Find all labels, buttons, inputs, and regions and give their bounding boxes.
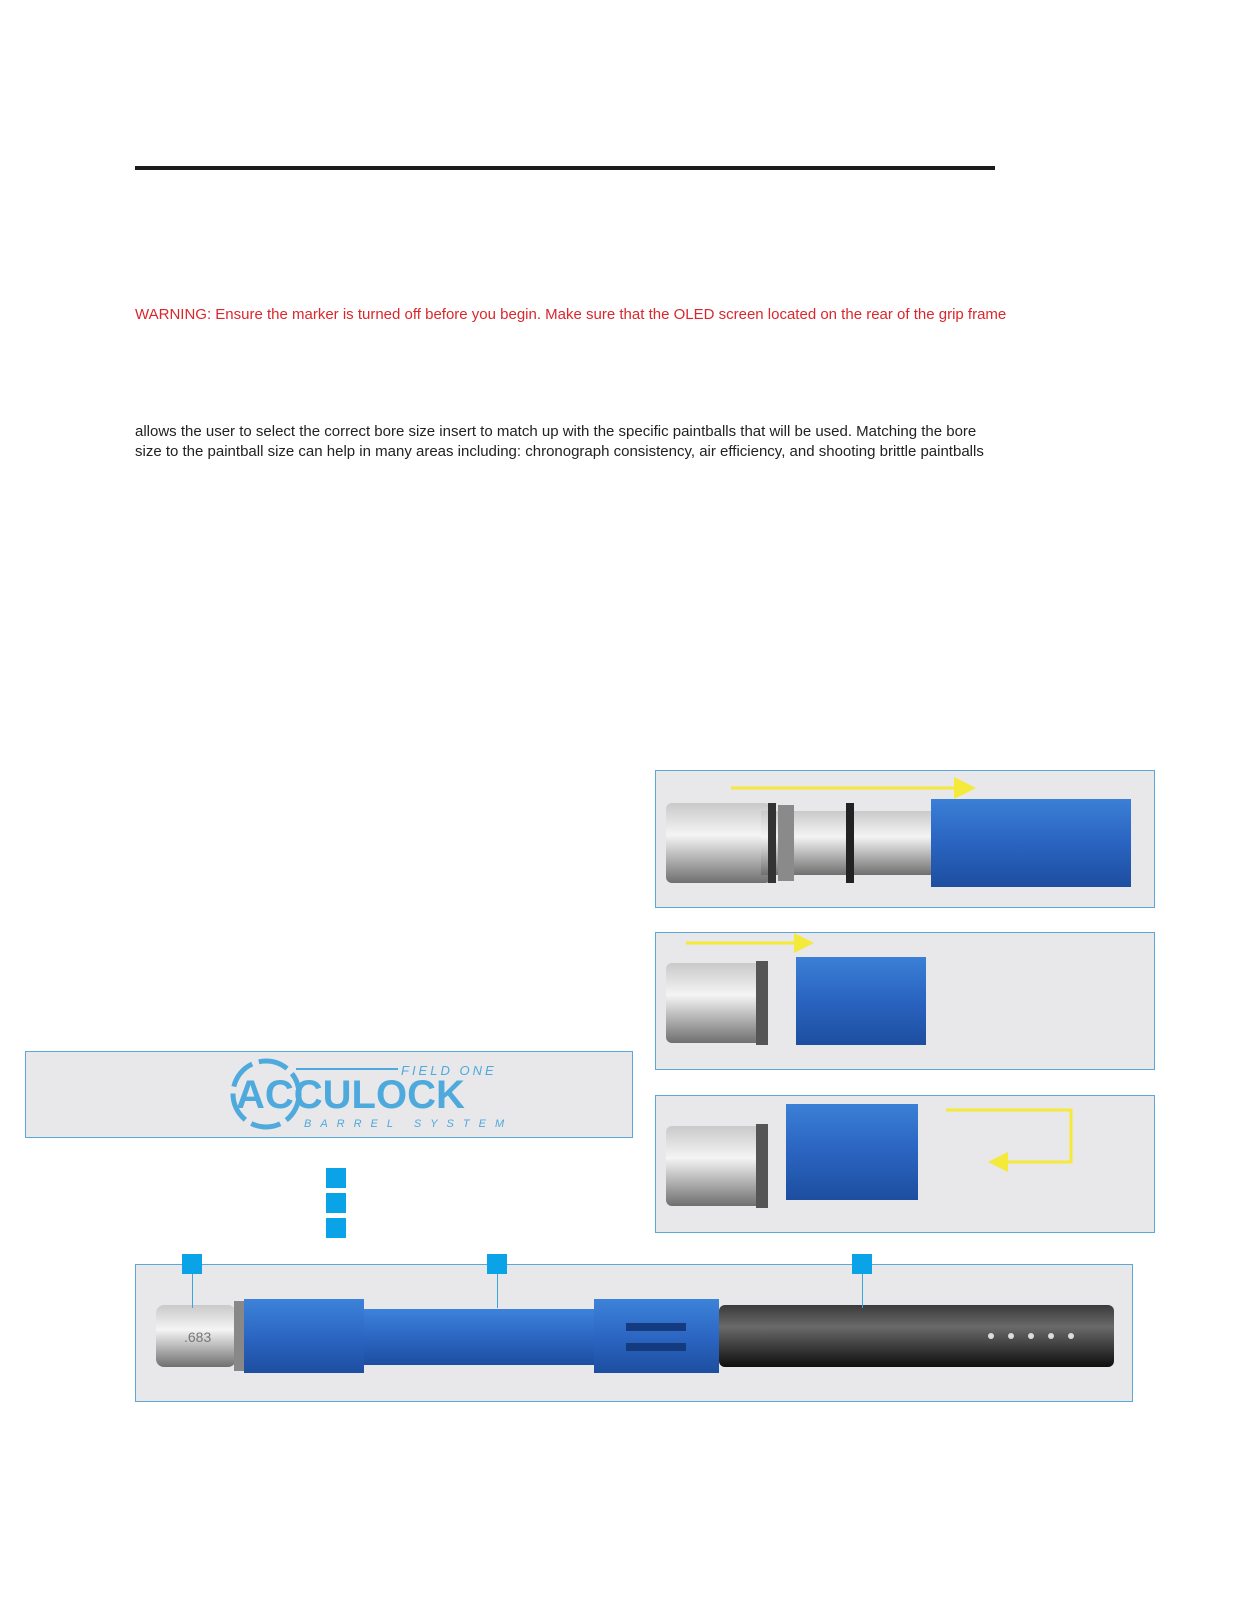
- arrow-right-icon: [686, 933, 814, 953]
- body-line-2: size to the paintball size can help in many areas including: chronograph consistency, air efficiency, and shooting brittle paintballs: [135, 443, 984, 460]
- step-1-photo: [655, 770, 1155, 908]
- callout-marker-tip: [852, 1254, 872, 1274]
- logo-top-text: FIELD ONE: [401, 1063, 497, 1078]
- body-paragraph: [135, 422, 1015, 462]
- legend-marker-1: [326, 1168, 346, 1188]
- body-line-1: allows the user to select the correct bore size insert to match up with the specific paintballs that will be used. Matching the bore: [135, 423, 977, 440]
- warning-text: WARNING: Ensure the marker is turned off before you begin. Make sure that the OLED screen located on the rear of the grip frame: [135, 306, 1007, 323]
- callout-marker-back: [487, 1254, 507, 1274]
- step-3-photo: [655, 1095, 1155, 1233]
- arrow-return-left-icon: [946, 1110, 1071, 1172]
- step-2-photo: [655, 932, 1155, 1070]
- callout-marker-insert: [182, 1254, 202, 1274]
- section-divider: [135, 166, 995, 170]
- barrel-photo: [135, 1264, 1133, 1402]
- legend-marker-2: [326, 1193, 346, 1213]
- arrow-right-icon: [731, 777, 976, 799]
- logo-main-text: ACCULOCK: [236, 1073, 465, 1117]
- barrel-tip: [719, 1305, 1114, 1367]
- logo-panel: [25, 1051, 633, 1138]
- callout-leader-insert: [192, 1274, 193, 1308]
- callout-leader-tip: [862, 1274, 863, 1308]
- insert-engraving: .683: [184, 1329, 212, 1345]
- callout-leader-back: [497, 1274, 498, 1308]
- logo-sub-text: BARREL SYSTEM: [304, 1118, 514, 1130]
- legend-marker-3: [326, 1218, 346, 1238]
